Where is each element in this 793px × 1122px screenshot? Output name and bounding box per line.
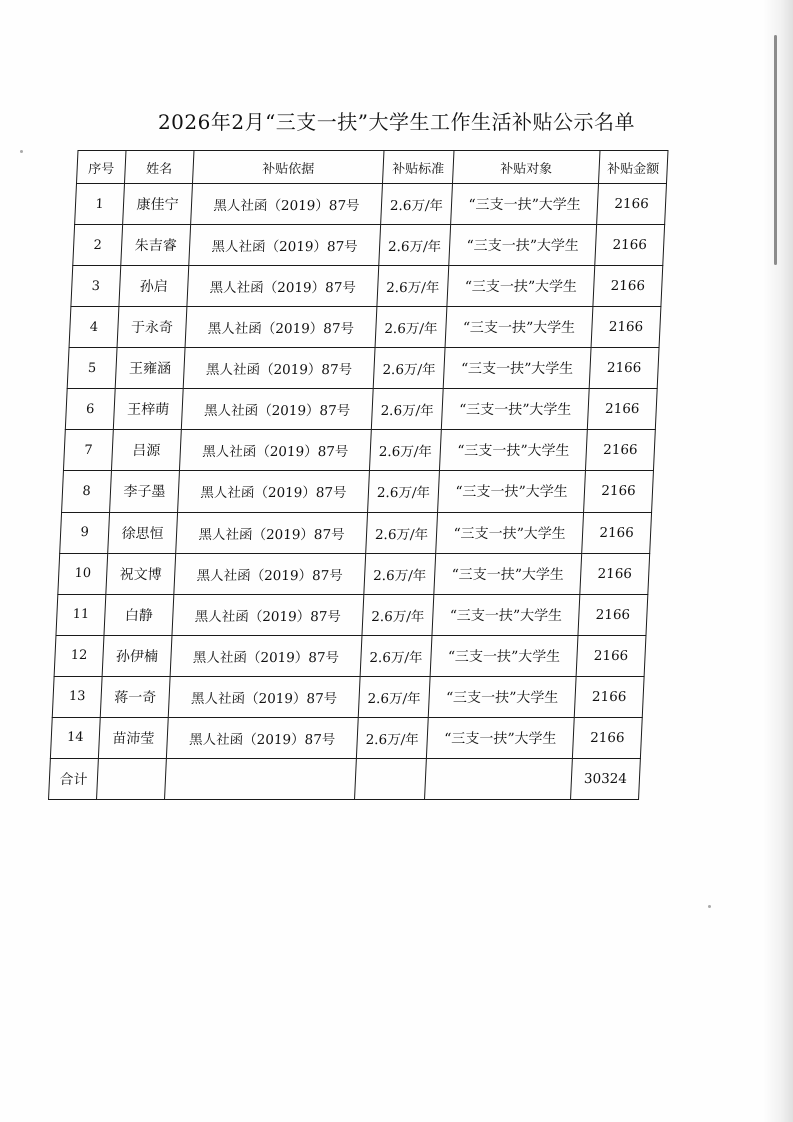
header-amount: 补贴金额 bbox=[598, 151, 667, 184]
cell-index: 13 bbox=[52, 676, 102, 717]
cell-name: 吕源 bbox=[111, 430, 181, 471]
table-row bbox=[65, 389, 657, 430]
cell-target: “三支一扶”大学生 bbox=[441, 389, 589, 430]
cell-basis: 黑人社函（2019）87号 bbox=[183, 348, 375, 389]
cell-amount: 2166 bbox=[585, 430, 655, 471]
table-row bbox=[56, 594, 648, 635]
cell-name: 苗沛莹 bbox=[98, 717, 168, 758]
cell-target: “三支一扶”大学生 bbox=[428, 676, 576, 717]
table-total-row bbox=[49, 758, 641, 799]
cell-amount: 2166 bbox=[597, 184, 667, 225]
cell-name: 王梓萌 bbox=[113, 389, 183, 430]
cell-basis: 黑人社函（2019）87号 bbox=[176, 512, 368, 553]
table-row bbox=[67, 348, 659, 389]
cell-standard: 2.6万/年 bbox=[358, 676, 430, 717]
cell-name: 祝文博 bbox=[106, 553, 176, 594]
cell-target: “三支一扶”大学生 bbox=[436, 512, 584, 553]
cell-amount: 2166 bbox=[572, 717, 642, 758]
cell-amount: 2166 bbox=[584, 471, 654, 512]
cell-basis: 黑人社函（2019）87号 bbox=[189, 225, 381, 266]
cell-target: “三支一扶”大学生 bbox=[451, 184, 599, 225]
cell-amount: 2166 bbox=[578, 594, 648, 635]
cell-index: 1 bbox=[75, 184, 125, 225]
cell-amount: 2166 bbox=[582, 512, 652, 553]
cell-standard: 2.6万/年 bbox=[375, 307, 447, 348]
cell-index: 9 bbox=[60, 512, 110, 553]
document-title: 2026年2月“三支一扶”大学生工作生活补贴公示名单 bbox=[157, 110, 636, 134]
cell-index: 4 bbox=[69, 307, 119, 348]
cell-target: “三支一扶”大学生 bbox=[443, 348, 591, 389]
cell-amount: 2166 bbox=[595, 225, 665, 266]
cell-standard: 2.6万/年 bbox=[362, 594, 434, 635]
cell-standard: 2.6万/年 bbox=[366, 512, 438, 553]
total-empty-cell bbox=[425, 758, 573, 799]
cell-name: 王雍涵 bbox=[115, 348, 185, 389]
cell-target: “三支一扶”大学生 bbox=[434, 553, 582, 594]
total-empty-cell bbox=[165, 758, 357, 799]
cell-amount: 2166 bbox=[576, 635, 646, 676]
cell-name: 朱吉睿 bbox=[121, 225, 191, 266]
cell-name: 徐思恒 bbox=[108, 512, 178, 553]
cell-index: 5 bbox=[67, 348, 117, 389]
cell-amount: 2166 bbox=[580, 553, 650, 594]
scan-speck bbox=[708, 905, 711, 908]
subsidy-table bbox=[48, 150, 669, 800]
header-basis: 补贴依据 bbox=[192, 151, 383, 184]
cell-basis: 黑人社函（2019）87号 bbox=[191, 184, 383, 225]
cell-amount: 2166 bbox=[587, 389, 657, 430]
cell-basis: 黑人社函（2019）87号 bbox=[174, 553, 366, 594]
cell-target: “三支一扶”大学生 bbox=[426, 717, 574, 758]
cell-index: 6 bbox=[65, 389, 115, 430]
cell-index: 10 bbox=[58, 553, 108, 594]
scan-speck bbox=[20, 150, 23, 153]
total-empty-cell bbox=[97, 758, 167, 799]
cell-basis: 黑人社函（2019）87号 bbox=[185, 307, 377, 348]
table-row bbox=[73, 225, 665, 266]
table-row bbox=[69, 307, 661, 348]
table-row bbox=[60, 512, 652, 553]
cell-basis: 黑人社函（2019）87号 bbox=[179, 430, 371, 471]
cell-standard: 2.6万/年 bbox=[356, 717, 428, 758]
cell-basis: 黑人社函（2019）87号 bbox=[168, 676, 360, 717]
cell-basis: 黑人社函（2019）87号 bbox=[187, 266, 379, 307]
cell-standard: 2.6万/年 bbox=[373, 348, 445, 389]
cell-index: 12 bbox=[54, 635, 104, 676]
cell-standard: 2.6万/年 bbox=[379, 225, 451, 266]
cell-target: “三支一扶”大学生 bbox=[430, 635, 578, 676]
cell-basis: 黑人社函（2019）87号 bbox=[166, 717, 358, 758]
cell-target: “三支一扶”大学生 bbox=[449, 225, 597, 266]
scan-edge-shadow bbox=[763, 0, 793, 1122]
header-standard: 补贴标准 bbox=[382, 151, 453, 184]
total-amount: 30324 bbox=[571, 758, 641, 799]
cell-target: “三支一扶”大学生 bbox=[445, 307, 593, 348]
table-row bbox=[58, 553, 650, 594]
cell-amount: 2166 bbox=[593, 266, 663, 307]
cell-target: “三支一扶”大学生 bbox=[438, 471, 586, 512]
cell-basis: 黑人社函（2019）87号 bbox=[172, 594, 364, 635]
cell-amount: 2166 bbox=[574, 676, 644, 717]
cell-amount: 2166 bbox=[591, 307, 661, 348]
cell-index: 3 bbox=[71, 266, 121, 307]
cell-standard: 2.6万/年 bbox=[381, 184, 453, 225]
cell-index: 14 bbox=[50, 717, 100, 758]
cell-target: “三支一扶”大学生 bbox=[432, 594, 580, 635]
header-index: 序号 bbox=[76, 151, 125, 184]
table-row bbox=[62, 471, 654, 512]
cell-name: 康佳宁 bbox=[123, 184, 193, 225]
cell-standard: 2.6万/年 bbox=[360, 635, 432, 676]
table-row bbox=[71, 266, 663, 307]
cell-basis: 黑人社函（2019）87号 bbox=[170, 635, 362, 676]
cell-standard: 2.6万/年 bbox=[369, 430, 441, 471]
header-target: 补贴对象 bbox=[452, 151, 599, 184]
cell-target: “三支一扶”大学生 bbox=[439, 430, 587, 471]
cell-index: 7 bbox=[63, 430, 113, 471]
table-row bbox=[52, 676, 644, 717]
cell-target: “三支一扶”大学生 bbox=[447, 266, 595, 307]
cell-name: 孙伊楠 bbox=[102, 635, 172, 676]
table-row bbox=[75, 184, 667, 225]
cell-standard: 2.6万/年 bbox=[368, 471, 440, 512]
cell-name: 孙启 bbox=[119, 266, 189, 307]
header-name: 姓名 bbox=[124, 151, 193, 184]
cell-name: 李子墨 bbox=[110, 471, 180, 512]
table-wrapper bbox=[48, 150, 668, 800]
cell-name: 蒋一奇 bbox=[100, 676, 170, 717]
cell-name: 于永奇 bbox=[117, 307, 187, 348]
table-row bbox=[50, 717, 642, 758]
cell-index: 8 bbox=[62, 471, 112, 512]
cell-standard: 2.6万/年 bbox=[377, 266, 449, 307]
cell-name: 白静 bbox=[104, 594, 174, 635]
cell-standard: 2.6万/年 bbox=[371, 389, 443, 430]
total-label: 合计 bbox=[49, 758, 99, 799]
cell-amount: 2166 bbox=[589, 348, 659, 389]
table-header-row bbox=[76, 151, 667, 184]
table-row bbox=[54, 635, 646, 676]
table-row bbox=[63, 430, 655, 471]
cell-index: 11 bbox=[56, 594, 106, 635]
cell-standard: 2.6万/年 bbox=[364, 553, 436, 594]
scan-edge-mark bbox=[774, 35, 777, 265]
cell-basis: 黑人社函（2019）87号 bbox=[181, 389, 373, 430]
cell-index: 2 bbox=[73, 225, 123, 266]
total-empty-cell bbox=[355, 758, 427, 799]
cell-basis: 黑人社函（2019）87号 bbox=[178, 471, 370, 512]
